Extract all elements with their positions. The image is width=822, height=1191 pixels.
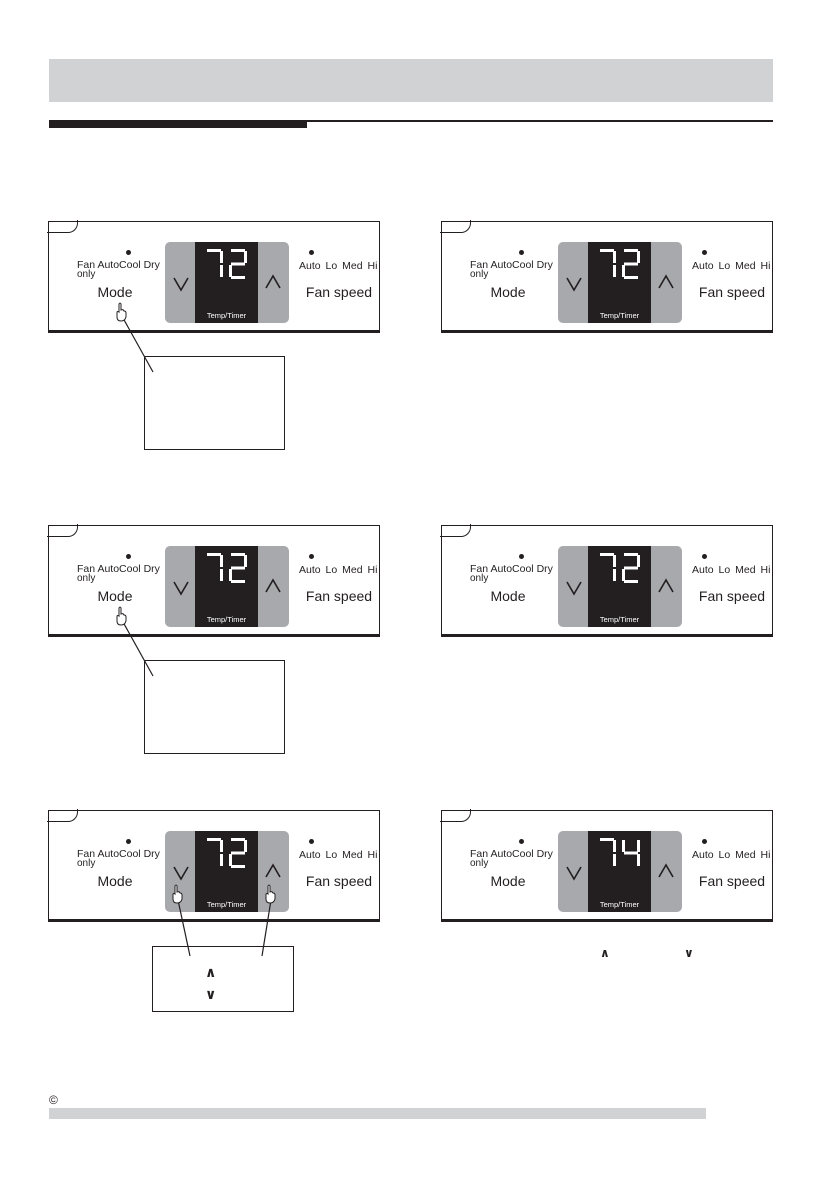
mode-option-fan: Fan: [470, 259, 489, 271]
pointing-hand-icon: [114, 606, 128, 626]
fan-option-med: Med: [342, 564, 363, 576]
mode-option-dry: Dry: [536, 563, 553, 575]
mode-option-fan: Fan: [77, 848, 96, 860]
inline-up-arrow: ∧: [600, 946, 610, 960]
mode-button[interactable]: Mode: [97, 284, 133, 300]
mode-option-only: only: [77, 269, 96, 280]
mode-option-dry: Dry: [143, 259, 160, 271]
fan-option-hi: Hi: [760, 564, 771, 576]
mode-option-only: only: [470, 858, 489, 869]
fan-option-auto: Auto: [692, 849, 714, 861]
fan-option-med: Med: [342, 260, 363, 272]
mode-option-cool: Cool: [119, 848, 141, 860]
fan-option-lo: Lo: [718, 564, 731, 576]
mode-option-dry: Dry: [143, 563, 160, 575]
mode-option-auto: Auto: [97, 563, 120, 575]
fan-option-lo: Lo: [718, 260, 731, 272]
mode-option-auto: Auto: [97, 848, 120, 860]
fan-option-med: Med: [735, 564, 756, 576]
mode-option-auto: Auto: [490, 563, 513, 575]
fan-option-hi: Hi: [367, 564, 378, 576]
temp-timer-label: Temp/Timer: [599, 311, 640, 320]
fan-option-auto: Auto: [299, 260, 321, 272]
fan-option-med: Med: [735, 849, 756, 861]
fan-option-med: Med: [735, 260, 756, 272]
fan-speed-button[interactable]: Fan speed: [698, 588, 766, 604]
fan-option-lo: Lo: [718, 849, 731, 861]
fan-option-lo: Lo: [325, 260, 338, 272]
mode-option-cool: Cool: [512, 563, 534, 575]
temp-timer-label: Temp/Timer: [206, 615, 247, 624]
fan-option-hi: Hi: [367, 849, 378, 861]
fan-option-med: Med: [342, 849, 363, 861]
pointing-hand-icon: [170, 884, 184, 904]
pointing-hand-icon: [114, 302, 128, 322]
mode-option-only: only: [77, 858, 96, 869]
fan-option-auto: Auto: [299, 564, 321, 576]
fan-option-auto: Auto: [692, 260, 714, 272]
up-arrow-glyph: ∧: [205, 965, 217, 981]
mode-option-fan: Fan: [470, 848, 489, 860]
mode-option-dry: Dry: [143, 848, 160, 860]
footer-bar: [49, 1108, 706, 1119]
fan-option-lo: Lo: [325, 564, 338, 576]
temp-timer-label: Temp/Timer: [206, 311, 247, 320]
copyright-symbol: ©: [49, 1093, 58, 1107]
mode-option-dry: Dry: [536, 259, 553, 271]
mode-option-only: only: [77, 573, 96, 584]
mode-option-auto: Auto: [97, 259, 120, 271]
mode-option-auto: Auto: [490, 848, 513, 860]
mode-button[interactable]: Mode: [490, 588, 526, 604]
fan-speed-button[interactable]: Fan speed: [698, 873, 766, 889]
mode-option-cool: Cool: [119, 563, 141, 575]
down-arrow-glyph: ∨: [205, 987, 217, 1003]
temp-timer-label: Temp/Timer: [206, 900, 247, 909]
fan-option-hi: Hi: [760, 260, 771, 272]
fan-option-auto: Auto: [299, 849, 321, 861]
mode-option-cool: Cool: [119, 259, 141, 271]
mode-option-fan: Fan: [470, 563, 489, 575]
mode-button[interactable]: Mode: [97, 873, 133, 889]
fan-speed-button[interactable]: Fan speed: [698, 284, 766, 300]
temp-timer-label: Temp/Timer: [599, 615, 640, 624]
fan-speed-button[interactable]: Fan speed: [305, 284, 373, 300]
fan-speed-button[interactable]: Fan speed: [305, 588, 373, 604]
mode-option-fan: Fan: [77, 259, 96, 271]
inline-down-arrow: ∨: [684, 946, 694, 960]
mode-option-only: only: [470, 573, 489, 584]
mode-option-cool: Cool: [512, 259, 534, 271]
mode-button[interactable]: Mode: [490, 284, 526, 300]
pointing-hand-icon: [263, 884, 277, 904]
mode-option-auto: Auto: [490, 259, 513, 271]
mode-button[interactable]: Mode: [490, 873, 526, 889]
fan-option-auto: Auto: [692, 564, 714, 576]
mode-option-fan: Fan: [77, 563, 96, 575]
fan-option-hi: Hi: [760, 849, 771, 861]
mode-option-dry: Dry: [536, 848, 553, 860]
fan-speed-button[interactable]: Fan speed: [305, 873, 373, 889]
mode-button[interactable]: Mode: [97, 588, 133, 604]
mode-option-cool: Cool: [512, 848, 534, 860]
mode-option-only: only: [470, 269, 489, 280]
fan-option-hi: Hi: [367, 260, 378, 272]
fan-option-lo: Lo: [325, 849, 338, 861]
temp-timer-label: Temp/Timer: [599, 900, 640, 909]
